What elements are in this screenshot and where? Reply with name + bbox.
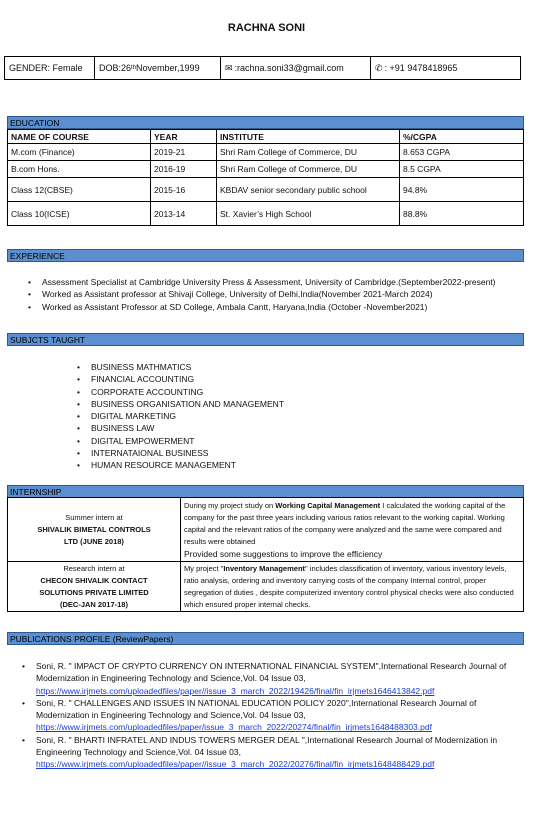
personal-info-bar bbox=[4, 56, 521, 80]
list-item: • Assessment Specialist at Cambridge University Press & Assessment, University of Cambridge.(September2022-present) bbox=[28, 276, 528, 288]
intern-role: Summer intern at bbox=[65, 512, 123, 522]
intern-desc-pre: During my project study on bbox=[184, 500, 276, 510]
list-item bbox=[22, 660, 512, 697]
table-row bbox=[8, 562, 524, 612]
intern-desc-post: I calculated the working capital of the company for the past three years including various ratios relevant to the working capital. Working capital and the relevant ratios of the company were analyzed and the same were compared and results were obtained bbox=[184, 500, 506, 546]
publications-heading: PUBLICATIONS PROFILE (ReviewPapers) bbox=[7, 632, 524, 645]
institute-cell: Shri Ram College of Commerce, DU bbox=[217, 144, 400, 161]
year-cell: 2015-16 bbox=[151, 178, 217, 202]
table-row bbox=[8, 202, 524, 226]
list-item: • BUSINESS ORGANISATION AND MANAGEMENT bbox=[77, 398, 477, 410]
year-cell: 2016-19 bbox=[151, 161, 217, 178]
col-institute: INSTITUTE bbox=[217, 130, 400, 144]
list-item: • Worked as Assistant Professor at SD College, Ambala Cantt, Haryana,India (October -November2021) bbox=[28, 301, 528, 313]
cgpa-cell: 94.8% bbox=[400, 178, 524, 202]
subjects-list bbox=[77, 361, 477, 472]
table-row bbox=[8, 178, 524, 202]
list-item: • Worked as Assistant professor at Shivaji College, University of Delhi,India(November 2021-March 2024) bbox=[28, 288, 528, 300]
cgpa-cell: 8.5 CGPA bbox=[400, 161, 524, 178]
cgpa-cell: 8.653 CGPA bbox=[400, 144, 524, 161]
table-row bbox=[8, 161, 524, 178]
education-heading: EDUCATION bbox=[7, 116, 524, 129]
subjects-heading: SUBJCTS TAUGHT bbox=[7, 333, 524, 346]
list-item: • BUSINESS MATHMATICS bbox=[77, 361, 477, 373]
list-item: • DIGITAL EMPOWERMENT bbox=[77, 435, 477, 447]
gender-text: GENDER: Female bbox=[9, 63, 83, 73]
intern-desc-pre: My project " bbox=[184, 563, 224, 573]
col-cgpa: %/CGPA bbox=[400, 130, 524, 144]
intern-desc-bold: Working Capital Management bbox=[275, 500, 381, 510]
publication-text: Soni, R. " BHARTI INFRATEL AND INDUS TOWERS MERGER DEAL ",International Research Journal of Modernization in Engineering Technology and Science,Vol. 04 Issue 03, bbox=[36, 734, 498, 758]
phone-cell bbox=[371, 57, 520, 79]
publications-list bbox=[22, 660, 512, 771]
phone-icon: ✆ bbox=[375, 62, 383, 73]
course-cell: Class 12(CBSE) bbox=[8, 178, 151, 202]
list-item: • BUSINESS LAW bbox=[77, 422, 477, 434]
dob-cell bbox=[95, 57, 221, 79]
list-item: • CORPORATE ACCOUNTING bbox=[77, 386, 477, 398]
year-cell: 2019-21 bbox=[151, 144, 217, 161]
envelope-icon: ✉ bbox=[225, 62, 233, 73]
intern-desc-post: " includes classification of inventory, various inventory levels, ratio analysis, ordering and inventory carrying costs of the company Internal control, proper segregation of duties , despite computerized inventory control physical checks were also conducted which ensured proper internal checks. bbox=[184, 563, 514, 609]
intern-desc-bold: Inventory Management bbox=[223, 563, 306, 573]
publication-text: Soni, R. " IMPACT OF CRYPTO CURRENCY ON INTERNATIONAL FINANCIAL SYSTEM",International Research Journal of Modernization in Engineering Technology and Science,Vol. 04 Issue 03, bbox=[36, 661, 507, 684]
intern-desc-cell bbox=[181, 498, 524, 562]
intern-role: Research intern at bbox=[63, 563, 125, 573]
experience-list bbox=[28, 276, 528, 313]
intern-org: SHIVALIK BIMETAL CONTROLS LTD (JUNE 2018) bbox=[37, 524, 151, 546]
table-row bbox=[8, 498, 524, 562]
publication-text: Soni, R. " CHALLENGES AND ISSUES IN NATIONAL EDUCATION POLICY 2020",International Research Journal of Modernization in Engineering Technology and Science,Vol. 04 Issue 03, bbox=[36, 697, 477, 721]
email-cell bbox=[221, 57, 371, 79]
phone-text[interactable]: : +91 9478418965 bbox=[384, 63, 458, 73]
education-header-row bbox=[8, 130, 524, 144]
resume-name: RACHNA SONI bbox=[227, 22, 306, 34]
col-course: NAME OF COURSE bbox=[8, 130, 151, 144]
list-item bbox=[22, 734, 512, 771]
list-item: • DIGITAL MARKETING bbox=[77, 410, 477, 422]
email-text[interactable]: :rachna.soni33@gmail.com bbox=[234, 63, 344, 73]
list-item: • INTERNATAIONAL BUSINESS bbox=[77, 447, 477, 459]
intern-org: CHECON SHIVALIK CONTACT SOLUTIONS PRIVATE LIMITED (DEC-JAN 2017-18) bbox=[39, 575, 149, 609]
intern-desc-extra: Provided some suggestions to improve the efficiency bbox=[184, 548, 383, 559]
institute-cell: Shri Ram College of Commerce, DU bbox=[217, 161, 400, 178]
dob-ordinal: th bbox=[131, 65, 137, 71]
course-cell: Class 10(ICSE) bbox=[8, 202, 151, 226]
experience-heading: EXPERIENCE bbox=[7, 249, 524, 262]
list-item bbox=[22, 697, 512, 734]
course-cell: M.com (Finance) bbox=[8, 144, 151, 161]
col-year: YEAR bbox=[151, 130, 217, 144]
cgpa-cell: 88.8% bbox=[400, 202, 524, 226]
publication-link[interactable]: https://www.irjmets.com/uploadedfiles/paper/issue_3_march_2022/20274/final/fin_irjmets1648488303.pdf bbox=[36, 722, 432, 733]
year-cell: 2013-14 bbox=[151, 202, 217, 226]
dob-suffix: November,1999 bbox=[136, 63, 200, 73]
intern-desc-cell bbox=[181, 562, 524, 612]
table-row bbox=[8, 144, 524, 161]
list-item: • HUMAN RESOURCE MANAGEMENT bbox=[77, 459, 477, 471]
dob-prefix: DOB:26 bbox=[99, 63, 132, 73]
publication-link[interactable]: https://www.irjmets.com/uploadedfiles/paper//issue_3_march_2022/20276/final/fin_irjmets1648488429.pdf bbox=[36, 759, 435, 770]
internship-table bbox=[7, 497, 524, 612]
institute-cell: KBDAV senior secondary public school bbox=[217, 178, 400, 202]
institute-cell: St. Xavier’s High School bbox=[217, 202, 400, 226]
list-item: • FINANCIAL ACCOUNTING bbox=[77, 373, 477, 385]
education-table bbox=[7, 129, 524, 226]
intern-org-cell bbox=[8, 498, 181, 562]
intern-org-cell bbox=[8, 562, 181, 612]
gender-cell bbox=[5, 57, 95, 79]
publication-link[interactable]: https://www.irjmets.com/uploadedfiles/paper//issue_3_march_2022/19426/final/fin_irjmets1646413842.pdf bbox=[36, 685, 435, 696]
course-cell: B.com Hons. bbox=[8, 161, 151, 178]
internship-heading: INTERNSHIP bbox=[7, 485, 524, 498]
